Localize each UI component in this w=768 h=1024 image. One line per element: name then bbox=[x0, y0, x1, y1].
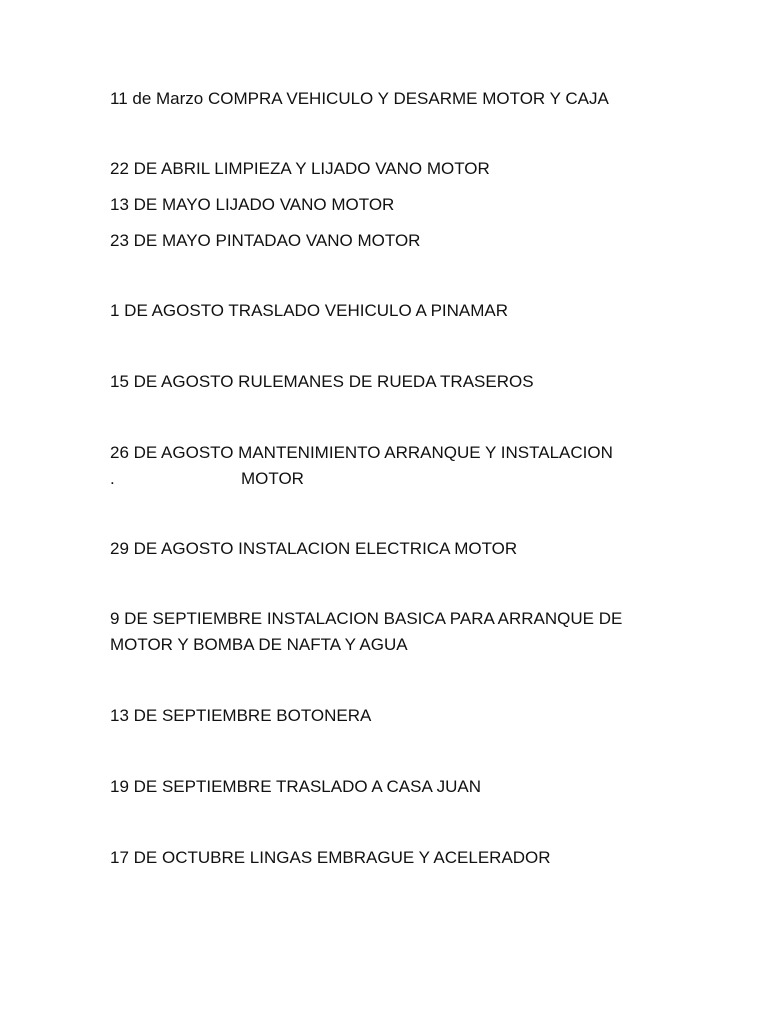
entry-26-agosto: 26 DE AGOSTO MANTENIMIENTO ARRANQUE Y INSTALACION bbox=[110, 443, 613, 462]
entry-22-abril: 22 DE ABRIL LIMPIEZA Y LIJADO VANO MOTOR bbox=[110, 159, 490, 178]
entry-17-octubre: 17 DE OCTUBRE LINGAS EMBRAGUE Y ACELERADOR bbox=[110, 848, 551, 867]
entry-19-septiembre: 19 DE SEPTIEMBRE TRASLADO A CASA JUAN bbox=[110, 777, 481, 796]
entry-13-septiembre: 13 DE SEPTIEMBRE BOTONERA bbox=[110, 706, 372, 725]
entry-11-marzo: 11 de Marzo COMPRA VEHICULO Y DESARME MOTOR Y CAJA bbox=[110, 89, 609, 108]
entry-29-agosto: 29 DE AGOSTO INSTALACION ELECTRICA MOTOR bbox=[110, 539, 518, 558]
entry-9-septiembre: 9 DE SEPTIEMBRE INSTALACION BASICA PARA ARRANQUE DE bbox=[110, 609, 623, 628]
continuation-dot: . bbox=[110, 469, 115, 488]
entry-13-mayo: 13 DE MAYO LIJADO VANO MOTOR bbox=[110, 195, 395, 214]
entry-1-agosto: 1 DE AGOSTO TRASLADO VEHICULO A PINAMAR bbox=[110, 301, 509, 320]
entry-9-septiembre-continuation: MOTOR Y BOMBA DE NAFTA Y AGUA bbox=[110, 635, 408, 654]
entry-15-agosto: 15 DE AGOSTO RULEMANES DE RUEDA TRASEROS bbox=[110, 372, 534, 391]
entry-23-mayo: 23 DE MAYO PINTADAO VANO MOTOR bbox=[110, 231, 421, 250]
entry-26-agosto-continuation bbox=[110, 469, 304, 489]
continuation-text: MOTOR bbox=[241, 469, 304, 488]
